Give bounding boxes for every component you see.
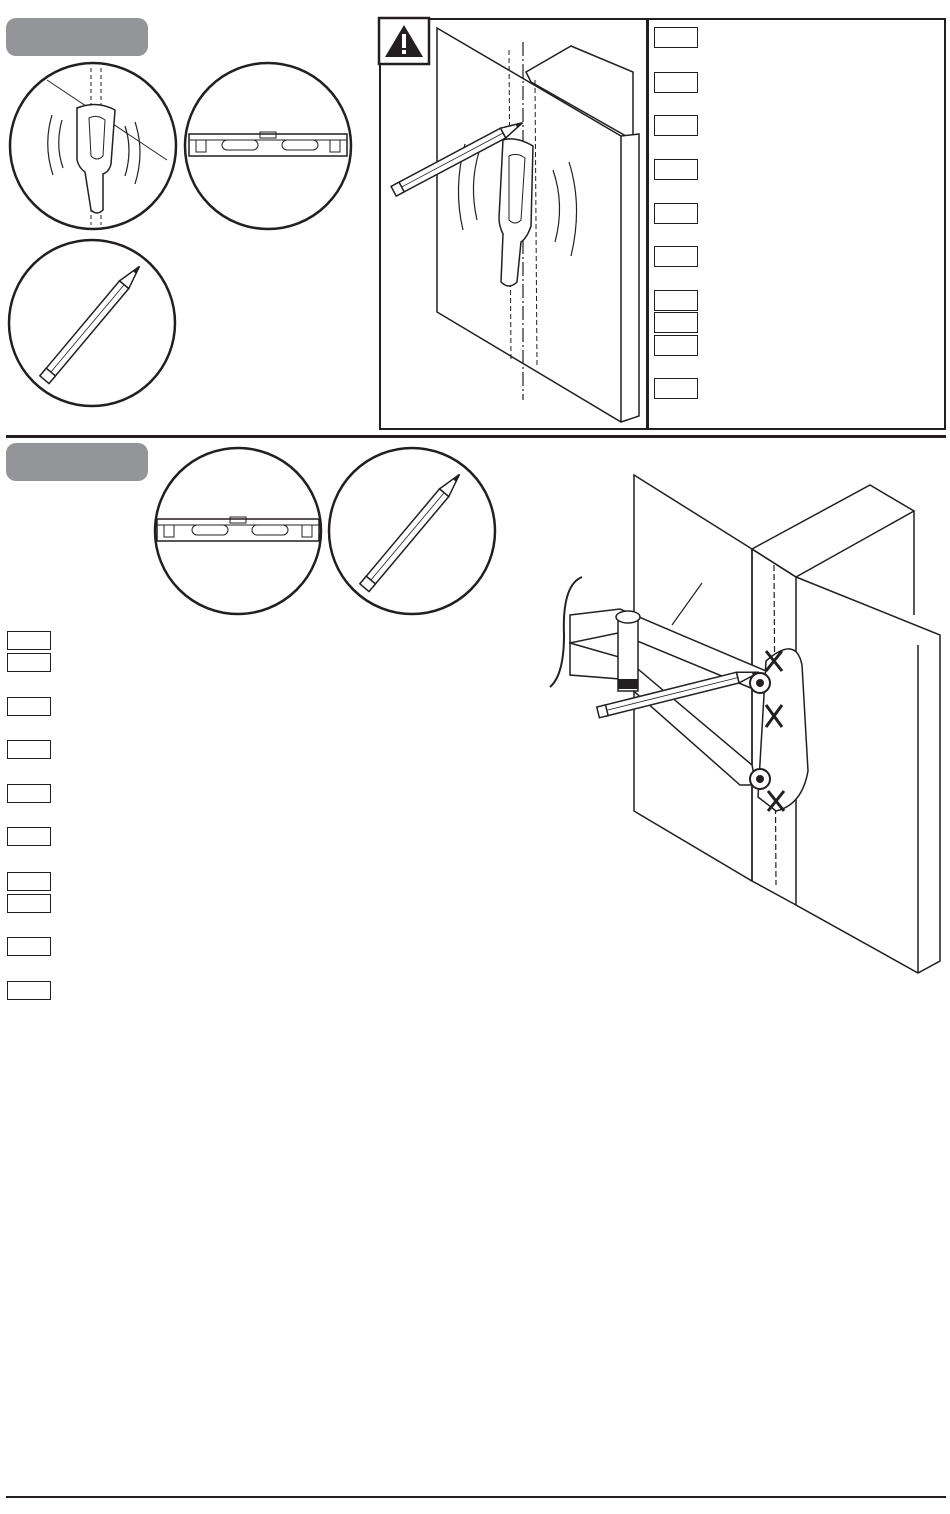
step2-label-box [7,784,51,803]
step1-label-box [654,312,698,333]
step1-label-box [654,378,698,399]
step1-label-box [654,27,698,48]
step2-header-pill [6,443,148,481]
level-tool-circle [182,60,354,232]
step2-mount-arm-diagram [540,465,950,985]
step2-label-box [7,981,51,1000]
section-divider [6,435,946,438]
step1-label-box [654,290,698,311]
step2-label-box [7,937,51,956]
step2-label-box [7,653,51,672]
step1-label-box [654,203,698,224]
step2-label-box [7,872,51,891]
pencil-tool-circle [6,237,178,409]
stud-finder-tool-circle [7,60,179,232]
step1-label-box [654,335,698,356]
step2-label-box [7,697,51,716]
step1-label-box [654,246,698,267]
step2-label-box [7,740,51,759]
level-icon [189,132,347,156]
step1-label-box [654,159,698,180]
step1-frame-divider [646,18,649,430]
step1-header-pill [6,18,148,56]
step1-label-box [654,72,698,93]
step2-label-box [7,894,51,913]
level-icon [157,517,319,541]
level-tool-circle [152,445,324,617]
pencil-tool-circle [326,445,498,617]
footer-rule [6,1496,946,1498]
step2-label-box [7,827,51,846]
step1-wall-stud-diagram [381,20,646,430]
step2-label-box [7,631,51,650]
step1-label-box [654,115,698,136]
